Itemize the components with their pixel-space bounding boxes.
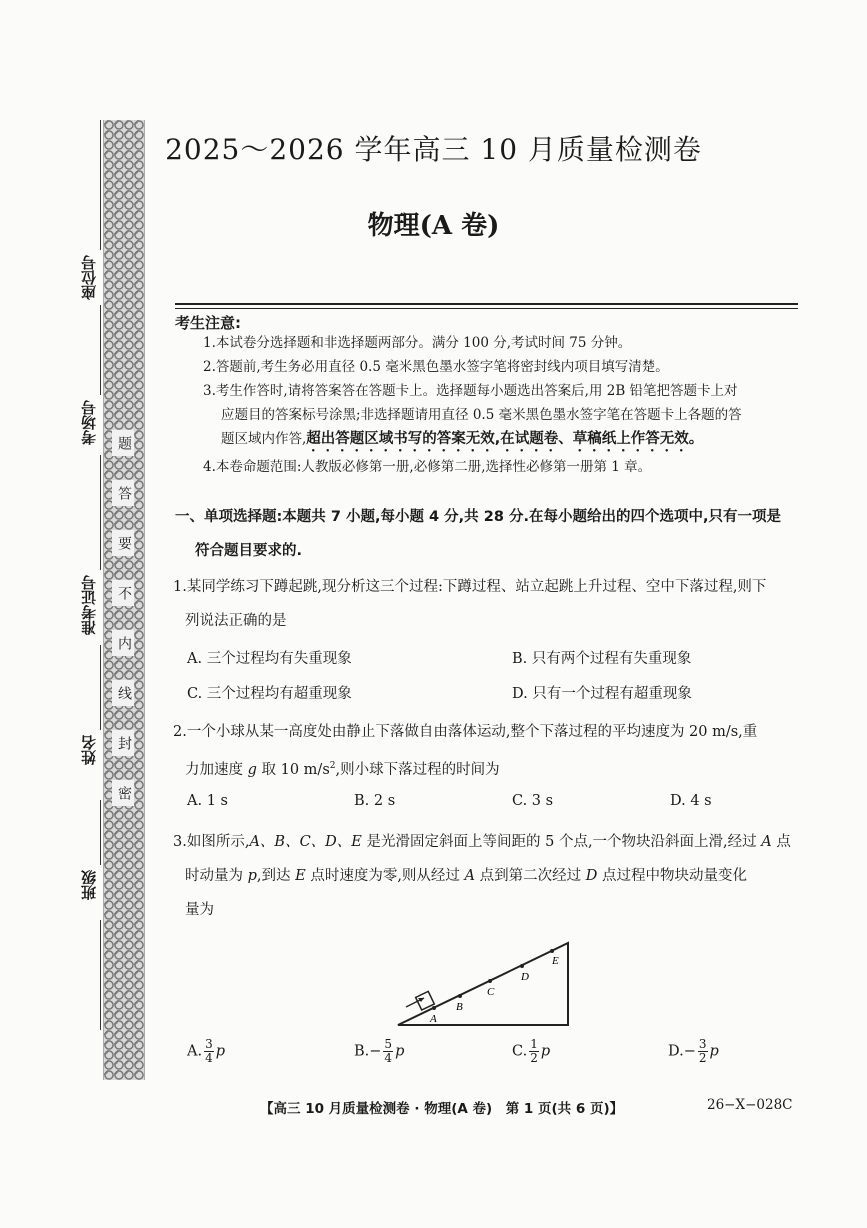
q3-p-var: p (247, 868, 257, 884)
page-title: 2025～2026 学年高三 10 月质量检测卷 (165, 133, 702, 166)
q2-option-b[interactable]: B. 2 s (354, 793, 396, 809)
fraction-numerator: 3 (698, 1037, 707, 1051)
notice-item-3: 3.考生作答时,请将答案答在答题卡上。选择题每小题选出答案后,用 2B 铅笔把答题卡上对 (203, 383, 738, 399)
fraction-denominator: 2 (530, 1051, 538, 1065)
option-letter: A. (187, 1043, 203, 1060)
notice-item-1: 1.本试卷分选择题和非选择题两部分。满分 100 分,考试时间 75 分钟。 (203, 335, 632, 351)
page-footer: 【高三 10 月质量检测卷 · 物理(A 卷) 第 1 页(共 6 页)】 (260, 1101, 624, 1117)
q2-text: ,则小球下落过程的时间为 (335, 761, 500, 778)
fraction-numerator: 5 (384, 1037, 393, 1051)
seal-word: 封 (112, 730, 134, 756)
q1-option-b[interactable]: B. 只有两个过程有失重现象 (512, 651, 692, 667)
question-3 (173, 825, 803, 927)
seal-word: 题 (112, 430, 134, 456)
exam-room-line[interactable] (100, 305, 101, 395)
fraction (383, 1038, 393, 1065)
option-sign: − (369, 1043, 382, 1060)
q3-point-d: D (585, 868, 598, 884)
q3-text: ,到达 (256, 868, 296, 884)
label-c: C (487, 986, 495, 998)
fraction-denominator: 4 (205, 1051, 213, 1065)
q2-exponent: 2 (329, 761, 336, 771)
name-label: 姓名 (80, 735, 98, 765)
q3-text: 点 (771, 834, 791, 850)
q3-text: 点过程中物块动量变化 (597, 868, 747, 884)
fraction (698, 1038, 708, 1065)
incline-triangle (398, 943, 568, 1025)
q3-line2 (173, 859, 803, 893)
notice-item-2: 2.答题前,考生务必用直径 0.5 毫米黑色墨水签字笔将密封线内项目填写清楚。 (203, 359, 669, 375)
q1-option-a[interactable]: A. 三个过程均有失重现象 (187, 651, 352, 667)
question-2 (173, 715, 803, 787)
notice-item-3-cont: 应题目的答案标号涂黑;非选择题请用直径 0.5 毫米黑色墨水签字笔在答题卡上各题的答 (221, 407, 742, 423)
q2-g-var: g (247, 761, 257, 778)
admission-number-label: 准考证号 (80, 575, 98, 635)
notice-item-4: 4.本卷命题范围:人教版必修第一册,必修第二册,选择性必修第一册第 1 章。 (203, 459, 652, 475)
option-letter: C. (512, 1043, 528, 1060)
fraction (529, 1038, 539, 1065)
option-var: p (709, 1043, 719, 1060)
q3-line3: 量为 (185, 902, 214, 918)
q3-text: 是光滑固定斜面上等间距的 5 个点,一个物块沿斜面上滑,经过 (361, 834, 762, 850)
fraction-numerator: 3 (205, 1037, 213, 1051)
point-e (550, 949, 554, 953)
exam-room-label: 考场号 (80, 400, 98, 445)
q3-line1 (173, 825, 803, 859)
point-b (458, 994, 462, 998)
seal-word: 密 (112, 780, 134, 806)
seal-word: 线 (112, 680, 134, 706)
q3-option-a[interactable] (187, 1038, 225, 1065)
q3-point-a: A (761, 834, 772, 850)
page-subtitle: 物理(A 卷) (367, 211, 500, 241)
q3-points: A、B、C、D、E (249, 834, 362, 850)
section-heading-line1: 一、单项选择题:本题共 7 小题,每小题 4 分,共 28 分.在每小题给出的四个选项中,只有一项是 (175, 509, 781, 525)
point-d (520, 964, 524, 968)
notice-heading: 考生注意: (175, 314, 241, 332)
q2-text: 力加速度 (185, 761, 248, 778)
seal-word: 答 (112, 480, 134, 506)
q3-text: 点到第二次经过 (475, 868, 586, 884)
q3-option-c[interactable] (512, 1038, 550, 1065)
notice-item-3-tail: 题区域内作答, (221, 431, 307, 447)
fraction-denominator: 4 (384, 1051, 393, 1065)
q1-option-c[interactable]: C. 三个过程均有超重现象 (187, 686, 352, 702)
q3-text: 时动量为 (185, 868, 248, 884)
incline-figure (390, 935, 580, 1035)
q2-text: 取 10 m/s (256, 761, 330, 778)
notice-emphasis: 超出答题区域书写的答案无效,在试题卷、草稿纸上作答无效。 (306, 431, 704, 447)
q3-point-e: E (295, 868, 306, 884)
header-rule (175, 303, 798, 305)
option-var: p (215, 1043, 226, 1060)
seal-word: 内 (112, 630, 134, 656)
q3-text: 3.如图所示, (173, 834, 250, 850)
label-e: E (552, 955, 559, 967)
q3-option-d[interactable] (668, 1038, 719, 1065)
header-rule-thin (175, 308, 798, 309)
label-d: D (521, 971, 529, 983)
section-heading-line2: 符合题目要求的. (195, 543, 303, 559)
q2-option-d[interactable]: D. 4 s (670, 793, 712, 809)
option-letter: D. (668, 1043, 684, 1060)
q1-line1: 1.某同学练习下蹲起跳,现分析这三个过程:下蹲过程、站立起跳上升过程、空中下落过程,则下 (173, 579, 767, 595)
q3-point-a: A (464, 868, 476, 884)
option-var: p (540, 1043, 551, 1060)
q3-text: 点时速度为零,则从经过 (305, 868, 465, 884)
class-line-lower[interactable] (100, 920, 101, 1030)
fraction-numerator: 1 (530, 1037, 538, 1051)
name-line[interactable] (100, 645, 101, 730)
option-letter: B. (354, 1043, 370, 1060)
seal-word: 要 (112, 530, 134, 556)
notice-item-3-cont2 (203, 427, 803, 455)
seal-word: 不 (112, 580, 134, 606)
option-var: p (395, 1043, 405, 1060)
class-label: 班级 (80, 870, 98, 900)
q1-line2: 列说法正确的是 (185, 613, 287, 629)
point-a (432, 1006, 436, 1010)
paper-code: 26−X−028C (707, 1097, 793, 1113)
q1-option-d[interactable]: D. 只有一个过程有超重现象 (512, 686, 692, 702)
label-a: A (430, 1013, 437, 1025)
label-b: B (456, 1001, 463, 1013)
q2-line1: 2.一个小球从某一高度处由静止下落做自由落体运动,整个下落过程的平均速度为 20 m/s,重 (173, 724, 758, 740)
q2-option-a[interactable]: A. 1 s (187, 793, 228, 809)
fraction (204, 1038, 214, 1065)
option-sign: − (683, 1043, 696, 1060)
class-line[interactable] (100, 800, 101, 865)
question-1 (173, 570, 803, 638)
section-heading (175, 500, 805, 568)
admission-number-line[interactable] (100, 455, 101, 570)
q2-line2 (173, 749, 803, 787)
seat-number-label: 座位号 (80, 255, 98, 300)
fraction-denominator: 2 (698, 1051, 707, 1065)
q2-option-c[interactable]: C. 3 s (512, 793, 554, 809)
notice-list (203, 331, 803, 479)
q3-option-b[interactable] (354, 1038, 404, 1065)
point-c (488, 979, 492, 983)
